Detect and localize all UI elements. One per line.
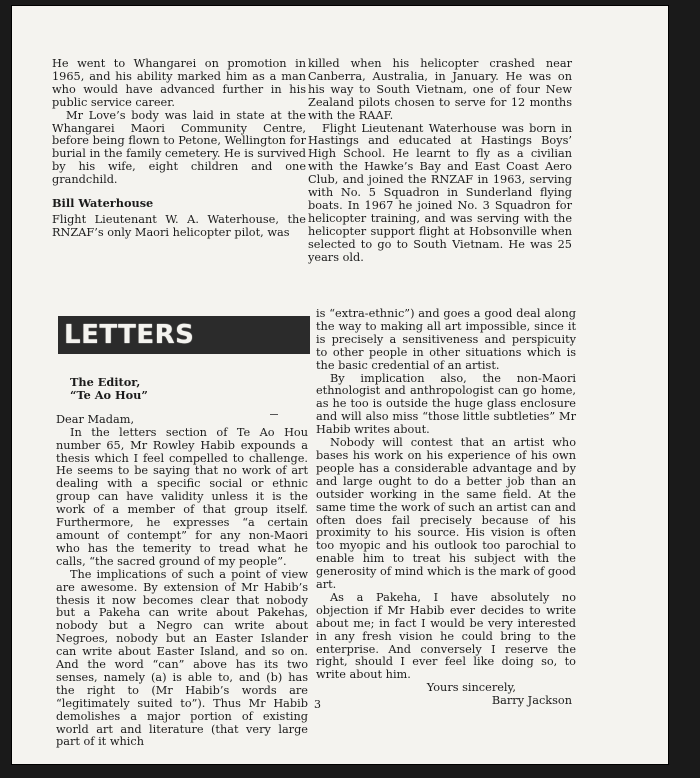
letters-banner — [58, 316, 310, 354]
letter-paragraph: In the letters section of Te Ao Hou number 65, Mr Rowley Habib expounds a thesis which I feel compelled to challenge. He seems to be saying that no work of art dealing with a specific social or ethnic group can have validity unless it is the work of a member of that group itself. Furthermore, he expresses “a certain amount of contempt” for any non-Maori who has the temerity to tread what he calls, “the sacred ground of my people”. — [56, 425, 308, 568]
obituary-column-right — [308, 58, 572, 265]
letter-addressee-publication: “Te Ao Hou” — [70, 387, 148, 402]
letter-paragraph: is “extra-ethnic”) and goes a good deal along the way to making all art impossible, since it is precisely a sensitiveness and perspicuity to other people in other situations which is the basic credential of an artist. — [316, 307, 576, 372]
letter-addressee: The Editor, — [70, 375, 141, 389]
letter-paragraph: Nobody will contest that an artist who bases his work on his experience of his own people has a considerable advantage and by and large ought to do a better job than an outsider working in the same field. At the same time the work of such an artist can and often does fail precisely because of his proximity to his source. His vision is often too myopic and his outlook too parochial to enable him to treat his subject with the generosity of mind which is the mark of good art. — [316, 436, 576, 592]
page-number: 3 — [314, 698, 321, 711]
letter-column-right — [316, 308, 576, 708]
obituary-paragraph: Flight Lieutenant Waterhouse was born in Hastings and educated at Hastings Boys’ High School. He learnt to fly as a civilian with the Hawke’s Bay and East Coast Aero Club, and joined the RNZAF in 1963, serving with No. 5 Squadron in Sunderland flying boats. In 1967 he joined No. 3 Squadron for helicopter training, and was serving with the helicopter support flight at Hobsonville when selected to go to South Vietnam. He was 25 years old. — [308, 121, 572, 264]
letter-column-left — [56, 376, 308, 749]
letter-paragraph: The implications of such a point of view are awesome. By extension of Mr Habib’s thesis it now becomes clear that nobody but a Pakeha can write about Pakehas, nobody but a Negro can write about Negroes, nobody but an Easter Islander can write about Easter Island, and so on. And the word “can” above has its two senses, namely (a) is able to, and (b) has the right to (Mr Habib’s words are “legitimately suited to”). Thus Mr Habib demolishes a major portion of existing world art and literature (that very large part of it which — [56, 567, 308, 749]
letter-sign-off: Yours sincerely, — [426, 681, 516, 695]
letters-banner-title: LETTERS — [64, 320, 195, 350]
magazine-page — [12, 6, 668, 764]
stray-dash-mark — [270, 414, 278, 415]
obituary-paragraph: He went to Whangarei on promotion in 1965, and his ability marked him as a man who would have advanced further in his public service career. — [52, 57, 306, 109]
letter-greeting: Dear Madam, — [56, 412, 135, 426]
letter-signature: Barry Jackson — [491, 694, 572, 708]
obituary-paragraph: killed when his helicopter crashed near Canberra, Australia, in January. He was on his way to South Vietnam, one of four New Zealand pilots chosen to serve for 12 months with the RAAF. — [308, 57, 572, 122]
obituary-column-left — [52, 58, 306, 240]
obituary-paragraph: Mr Love’s body was laid in state at the Whangarei Maori Community Centre, before being flown to Petone, Wellington for burial in the family cemetery. He is survived by his wife, eight children and one grandchild. — [52, 108, 306, 187]
obituary-heading: Bill Waterhouse — [52, 196, 154, 211]
obituary-paragraph: Flight Lieutenant W. A. Waterhouse, the RNZAF’s only Maori helicopter pilot, was — [52, 212, 306, 239]
letter-paragraph: As a Pakeha, I have absolutely no objection if Mr Habib ever decides to write about me; in fact I would be very interested in any fresh vision he could bring to the enterprise. And conversely I reserve the right, should I ever feel like doing so, to write about him. — [316, 590, 576, 682]
letter-paragraph: By implication also, the non-Maori ethnologist and anthropologist can go home, as he too is outside the huge glass enclosure and will also miss “those little subtleties” Mr Habib writes about. — [316, 371, 576, 437]
